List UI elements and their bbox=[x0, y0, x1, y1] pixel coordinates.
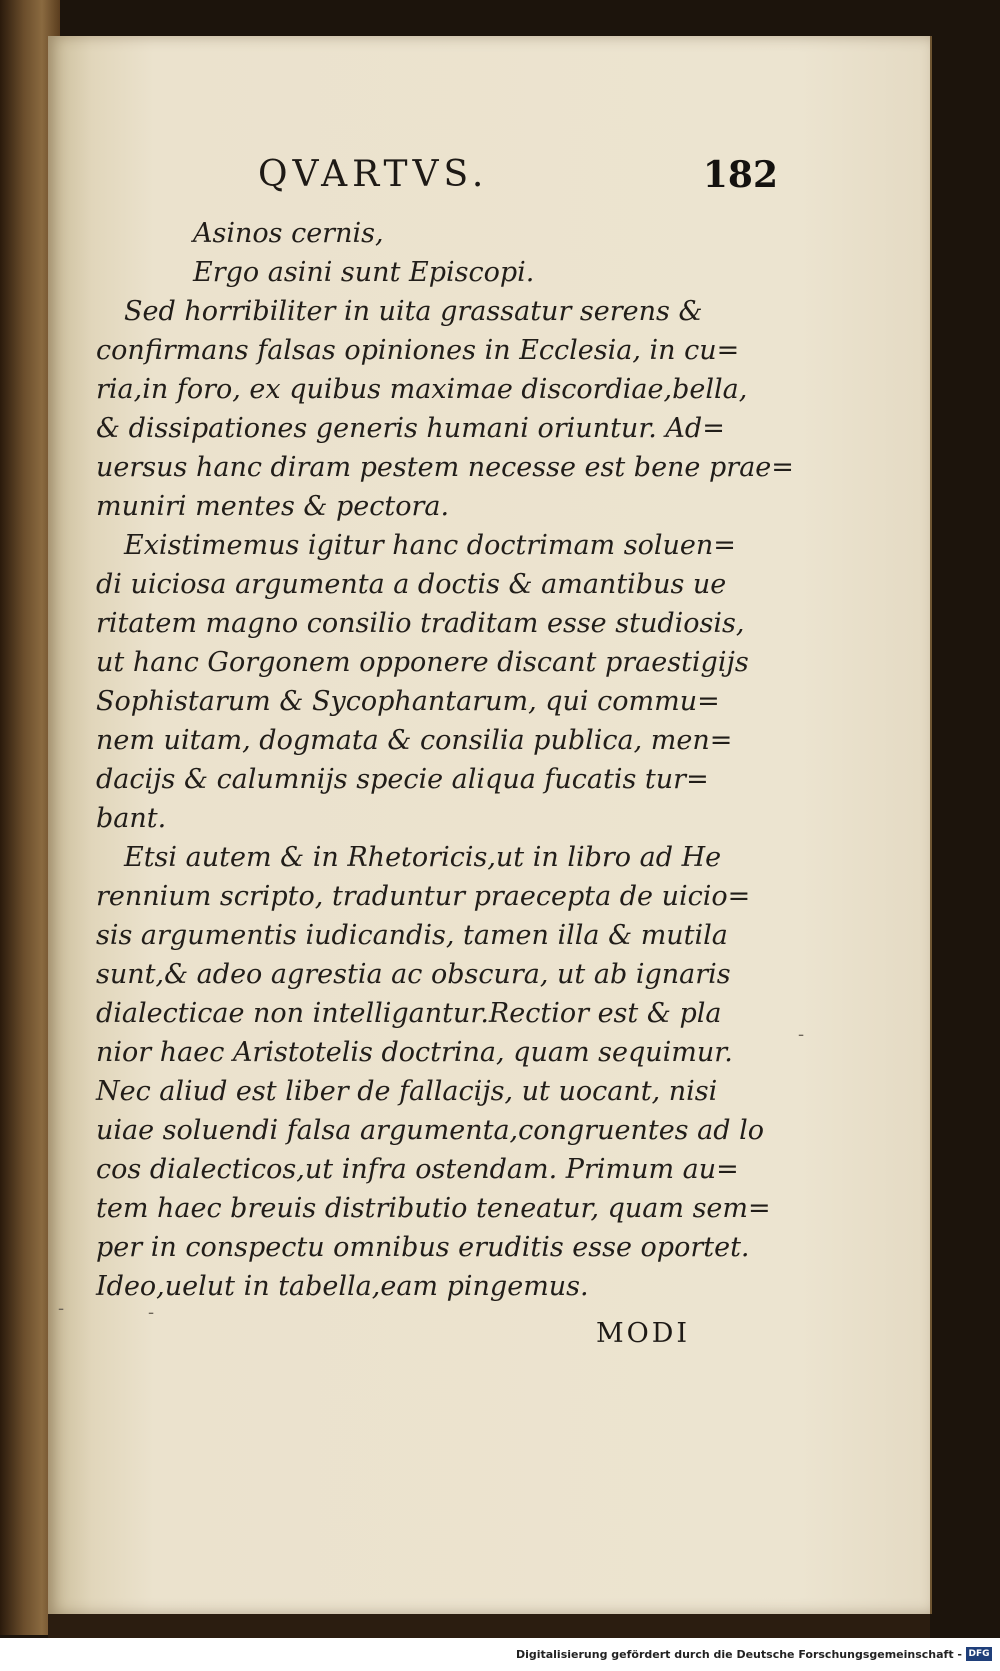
body-text bbox=[96, 214, 794, 1306]
text-line: per in conspectu omnibus eruditis esse oportet. bbox=[96, 1232, 750, 1263]
text-line: ria,in foro, ex quibus maximae discordiae,bella, bbox=[96, 374, 748, 405]
text-line: sis argumentis iudicandis, tamen illa & mutila bbox=[96, 920, 728, 951]
text-line: Ergo asini sunt Episcopi. bbox=[193, 257, 535, 288]
text-line: cos dialecticos,ut infra ostendam. Primum au= bbox=[96, 1154, 739, 1185]
text-line: dacijs & calumnijs specie aliqua fucatis tur= bbox=[96, 764, 709, 795]
text-line: confirmans falsas opiniones in Ecclesia, in cu= bbox=[96, 335, 740, 366]
text-line: Sophistarum & Sycophantarum, qui commu= bbox=[96, 686, 720, 717]
dfg-logo: DFG bbox=[966, 1647, 992, 1661]
text-line: Etsi autem & in Rhetoricis,ut in libro ad He bbox=[124, 842, 722, 873]
text-line: Ideo,uelut in tabella,eam pingemus. bbox=[96, 1271, 589, 1302]
text-line: Existimemus igitur hanc doctrimam soluen= bbox=[124, 530, 736, 561]
text-line: Sed horribiliter in uita grassatur serens & bbox=[124, 296, 703, 327]
text-line: & dissipationes generis humani oriuntur. Ad= bbox=[96, 413, 725, 444]
book-page bbox=[48, 36, 932, 1614]
page-number: 182 bbox=[702, 154, 778, 196]
text-line: bant. bbox=[96, 803, 167, 834]
catchword: MODI bbox=[596, 1318, 691, 1349]
text-line: di uiciosa argumenta a doctis & amantibus ue bbox=[96, 569, 727, 600]
stray-mark: - bbox=[58, 1298, 65, 1319]
running-title: QVARTVS. bbox=[258, 154, 489, 195]
stray-mark: - bbox=[148, 1302, 155, 1323]
text-line: Asinos cernis, bbox=[193, 218, 384, 249]
funding-credit: Digitalisierung gefördert durch die Deutsche Forschungsgemeinschaft - bbox=[515, 1648, 962, 1661]
text-line: uiae soluendi falsa argumenta,congruentes ad lo bbox=[96, 1115, 764, 1146]
page-bottom-edge bbox=[48, 1614, 930, 1638]
text-line: muniri mentes & pectora. bbox=[96, 491, 450, 522]
text-line: ut hanc Gorgonem opponere discant praestigijs bbox=[96, 647, 749, 678]
text-line: nior haec Aristotelis doctrina, quam sequimur. bbox=[96, 1037, 733, 1068]
text-line: rennium scripto, traduntur praecepta de uicio= bbox=[96, 881, 751, 912]
running-head bbox=[258, 154, 778, 204]
text-line: nem uitam, dogmata & consilia publica, men= bbox=[96, 725, 733, 756]
text-line: dialecticae non intelligantur.Rectior est & pla bbox=[96, 998, 722, 1029]
text-line: tem haec breuis distributio teneatur, quam sem= bbox=[96, 1193, 771, 1224]
text-line: sunt,& adeo agrestia ac obscura, ut ab ignaris bbox=[96, 959, 731, 990]
text-line: ritatem magno consilio traditam esse studiosis, bbox=[96, 608, 745, 639]
digitization-footer bbox=[0, 1638, 1000, 1671]
text-line: Nec aliud est liber de fallacijs, ut uocant, nisi bbox=[96, 1076, 718, 1107]
stray-mark: - bbox=[798, 1024, 805, 1045]
text-line: uersus hanc diram pestem necesse est bene prae= bbox=[96, 452, 794, 483]
